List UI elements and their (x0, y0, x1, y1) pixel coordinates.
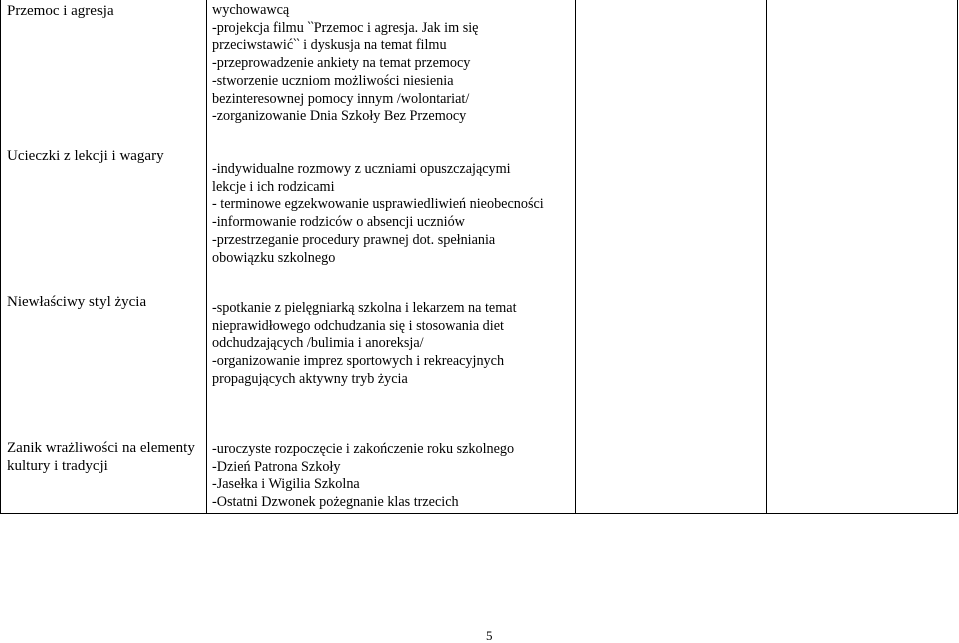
action-line: odchudzających /bulimia i anoreksja/ (212, 335, 424, 352)
action-line: wychowawcą (212, 2, 290, 18)
actions-list-violence (212, 2, 582, 126)
action-line: bezinteresownej pomocy innym /wolontariat/ (212, 90, 470, 107)
actions-list-truancy (212, 161, 582, 267)
action-line: -projekcja filmu ‵‵Przemoc i agresja. Jak im się (212, 19, 479, 36)
action-line: -informowanie rodziców o absencji uczniów (212, 214, 465, 231)
topic-truancy: Ucieczki z lekcji i wagary (7, 148, 164, 164)
topic-unhealthy-lifestyle: Niewłaściwy styl życia (7, 294, 147, 310)
action-line: propagujących aktywny tryb życia (212, 370, 408, 387)
actions-list-culture (212, 441, 582, 512)
topic-culture-tradition: Zanik wrażliwości na elementy kultury i tradycji (7, 440, 195, 474)
action-line: -zorganizowanie Dnia Szkoły Bez Przemocy (212, 108, 467, 125)
table-border-bottom (0, 513, 958, 514)
column-divider-1 (206, 0, 207, 513)
table-border-left (0, 0, 1, 513)
action-line: przeciwstawić‵‵ i dyskusja na temat filmu (212, 37, 447, 54)
action-line: -uroczyste rozpoczęcie i zakończenie roku szkolnego (212, 441, 515, 457)
actions-list-lifestyle (212, 300, 582, 389)
action-line: -przeprowadzenie ankiety na temat przemocy (212, 55, 471, 72)
action-line: - terminowe egzekwowanie usprawiedliwień nieobecności (212, 196, 544, 213)
action-line: obowiązku szkolnego (212, 249, 336, 266)
action-line: -stworzenie uczniom możliwości niesienia (212, 72, 454, 89)
action-line: -spotkanie z pielęgniarką szkolna i lekarzem na temat (212, 300, 517, 316)
page-number: 5 (486, 628, 493, 643)
action-line: -Dzień Patrona Szkoły (212, 458, 341, 475)
column-divider-3 (766, 0, 767, 513)
action-line: -Jasełka i Wigilia Szkolna (212, 476, 360, 493)
action-line: -przestrzeganie procedury prawnej dot. spełniania (212, 231, 496, 248)
action-line: -indywidualne rozmowy z uczniami opuszczającymi (212, 161, 511, 177)
action-line: -Ostatni Dzwonek pożegnanie klas trzecich (212, 494, 459, 511)
table-border-right (957, 0, 958, 513)
action-line: nieprawidłowego odchudzania się i stosowania diet (212, 317, 504, 334)
action-line: -organizowanie imprez sportowych i rekreacyjnych (212, 353, 505, 370)
topic-violence-aggression: Przemoc i agresja (7, 3, 114, 19)
action-line: lekcje i ich rodzicami (212, 178, 335, 195)
